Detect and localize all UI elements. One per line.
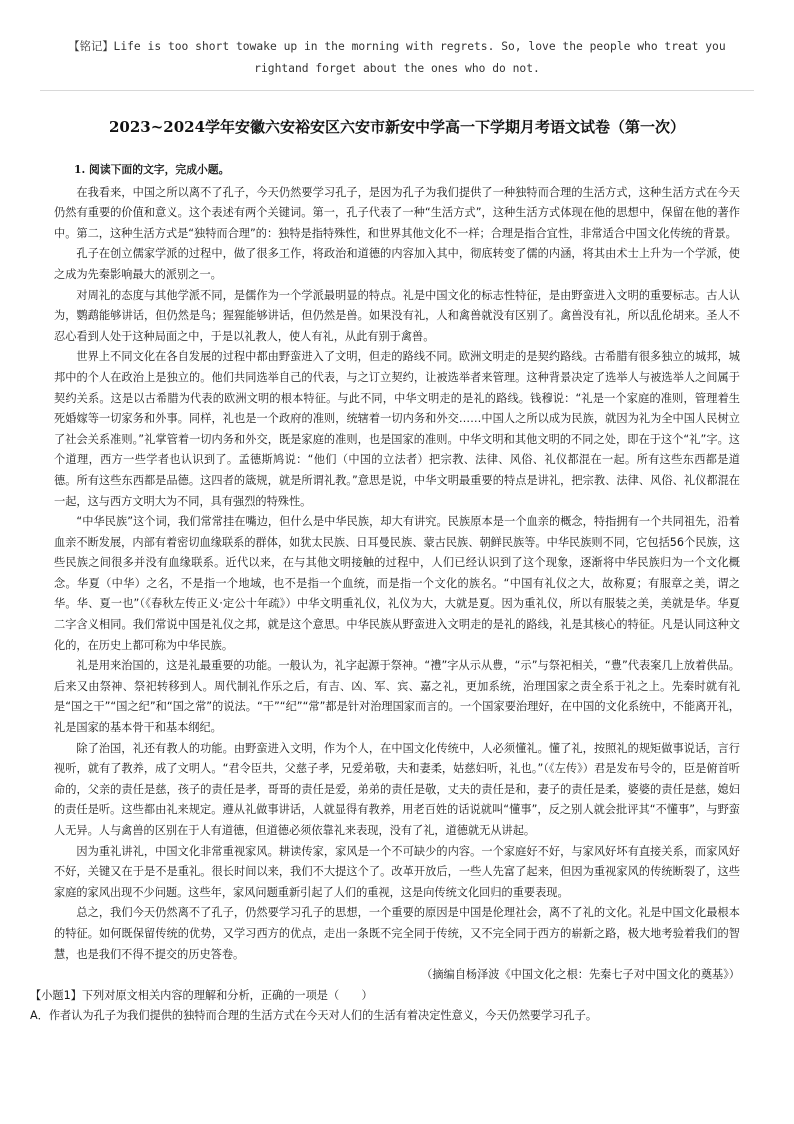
paragraph: 世界上不同文化在各自发展的过程中都由野蛮进入了文明，但走的路线不同。欧洲文明走的是契约路线。古希腊有很多独立的城邦，城邦中的个人在政治上是独立的。他们共同选举自己的代表，与之订立契约，让被选举者来管理。这种背景决定了选举人与被选举人之间属于契约关系。这是以古希腊为代表的欧洲文明的根本特征。与此不同，中华文明走的是礼的路线。钱穆说：“礼是一个家庭的准则，管理着生死婚嫁等一切家务和外事。同样，礼也是一个政府的准则，统辖着一切内务和外交……中国人之所以成为民族，就因为礼为全中国人民树立了社会关系准则。”礼掌管着一切内务和外交，既是家庭的准则，也是国家的准则。中华文明和其他文明的不同之处，即在于这个“礼”字。这个道理，西方一些学者也认识到了。孟德斯鸠说：“他们（中国的立法者）把宗教、法律、风俗、礼仪都混在一起。所有这些东西都是道德。所有这些东西都是品德。这四者的箴规，就是所谓礼教。”意思是说，中华文明最重要的特点是讲礼，把宗教、法律、风俗、礼仪都混在一起，这与西方文明大为不同，具有强烈的特殊性。 <box>54 350 740 508</box>
reading-section <box>30 160 740 1027</box>
motto-line-2: rightand forget about the ones who do not. <box>254 62 540 75</box>
header-divider <box>40 90 754 91</box>
motto-header <box>40 36 754 80</box>
question-1: 【小题1】下列对原文相关内容的理解和分析，正确的一项是（ ） <box>30 988 373 1002</box>
paragraph: 礼是用来治国的，这是礼最重要的功能。一般认为，礼字起源于祭神。“禮”字从示从豊，“示”与祭祀相关，“豊”代表案几上放着供品。后来又由祭神、祭祀转移到人。周代制礼作乐之后，有吉、凶、军、宾、嘉之礼，更加系统，治理国家之责全系于礼之上。先秦时就有礼是“国之干”“国之纪”和“国之常”的说法。“干”“纪”“常”都是针对治理国家而言的。一个国家要治理好，在中国的文化系统中，不能离开礼，礼是国家的基本骨干和基本纲纪。 <box>54 659 740 735</box>
motto-line-1: 【铭记】Life is too short towake up in the morning with regrets. So, love the people who treat you <box>68 40 726 53</box>
exam-title: 2023~2024学年安徽六安裕安区六安市新安中学高一下学期月考语文试卷（第一次） <box>108 118 686 136</box>
paragraph: “中华民族”这个词，我们常常挂在嘴边，但什么是中华民族，却大有讲究。民族原本是一个血亲的概念，特指拥有一个共同祖先，沿着血亲不断发展，内部有着密切血缘联系的群体，如犹太民族、日耳曼民族、蒙古民族、朝鲜民族等。中华民族则不同，它包括56个民族，这些民族之间很多并没有血缘联系。近代以来，在与其他文明接触的过程中，人们已经认识到了这个现象，逐渐将中华民族归为一个文化概念。华夏（中华）之名，不是指一个地域，也不是指一个血统，而是指一个文化的族名。“中国有礼仪之大，故称夏；有服章之美，谓之华。华、夏一也”（《春秋左传正义·定公十年疏》）中华文明重礼仪，礼仪为大，大就是夏。因为重礼仪，所以有服装之美，美就是华。华夏二字含义相同。我们常说中国是礼仪之邦，就是这个意思。中华民族从野蛮进入文明走的是礼的路线，礼是其核心的特征。凡是认同这种文化的，在历史上都可称为中华民族。 <box>54 515 740 652</box>
paragraph: 孔子在创立儒家学派的过程中，做了很多工作，将政治和道德的内容加入其中，彻底转变了儒的内涵，将其由术士上升为一个学派，使之成为先秦影响最大的派别之一。 <box>54 247 740 281</box>
paragraph: 在我看来，中国之所以离不了孔子，今天仍然要学习孔子，是因为孔子为我们提供了一种独特而合理的生活方式，这种生活方式在今天仍然有重要的价值和意义。这个表述有两个关键词。第一，孔子代表了一种“生活方式”，这种生活方式体现在他的思想中，保留在他的著作中。第二，这种生活方式是“独特而合理”的：独特是指特殊性，和世界其他文化不一样；合理是指合宜性，非常适合中国文化传统的背景。 <box>54 185 740 240</box>
paragraph: 总之，我们今天仍然离不了孔子，仍然要学习孔子的思想，一个重要的原因是中国是伦理社会，离不了礼的文化。礼是中国文化最根本的特征。如何既保留传统的优势，又学习西方的优点，走出一条既不完全同于传统，又不完全同于西方的崭新之路，极大地考验着我们的智慧，也是我们不得不提交的历史答卷。 <box>54 906 740 961</box>
section-heading: 1. 阅读下面的文字，完成小题。 <box>74 163 230 176</box>
paragraph: 对周礼的态度与其他学派不同，是儒作为一个学派最明显的特点。礼是中国文化的标志性特征，是由野蛮进入文明的重要标志。古人认为，鹦鹉能够讲话，但仍然是鸟；猩猩能够讲话，但仍然是兽。如果没有礼，人和禽兽就没有区别了。禽兽没有礼，所以乱伦胡来。圣人不忍心看到人处于这种局面之中，于是以礼教人，使人有礼，从此有别于禽兽。 <box>54 288 740 343</box>
option-a: A．作者认为孔子为我们提供的独特而合理的生活方式在今天对人们的生活有着决定性意义，今天仍然要学习孔子。 <box>30 1009 598 1023</box>
source-citation: （摘编自杨泽波《中国文化之根：先秦七子对中国文化的奠基》） <box>421 968 740 982</box>
paragraph: 除了治国，礼还有教人的功能。由野蛮进入文明，作为个人，在中国文化传统中，人必须懂礼。懂了礼，按照礼的规矩做事说话，言行视听，就有了教养，成了文明人。“君令臣共，父慈子孝，兄爱弟敬，夫和妻柔，姑慈妇听，礼也。”（《左传》）君是发布号令的，臣是俯首听命的，父亲的责任是慈，孩子的责任是孝，哥哥的责任是爱，弟弟的责任是敬，丈夫的责任是和，妻子的责任是柔，婆婆的责任是慈，媳妇的责任是听。这些都由礼来规定。遵从礼做事讲话，人就显得有教养，用老百姓的话说就叫“懂事”，反之别人就会批评其“不懂事”，与野蛮人无异。人与禽兽的区别在于人有道德，但道德必须依靠礼来表现，没有了礼，道德就无从讲起。 <box>54 741 740 837</box>
paragraph: 因为重礼讲礼，中国文化非常重视家风。耕读传家，家风是一个不可缺少的内容。一个家庭好不好，与家风好坏有直接关系，而家风好不好，关键又在于是不是重礼。很长时间以来，我们不大提这个了。改革开放后，一些人先富了起来，但因为重视家风的传统断裂了，这些家庭的家风出现不少问题。这些年，家风问题重新引起了人们的重视，这是向传统文化回归的重要表现。 <box>54 844 740 899</box>
